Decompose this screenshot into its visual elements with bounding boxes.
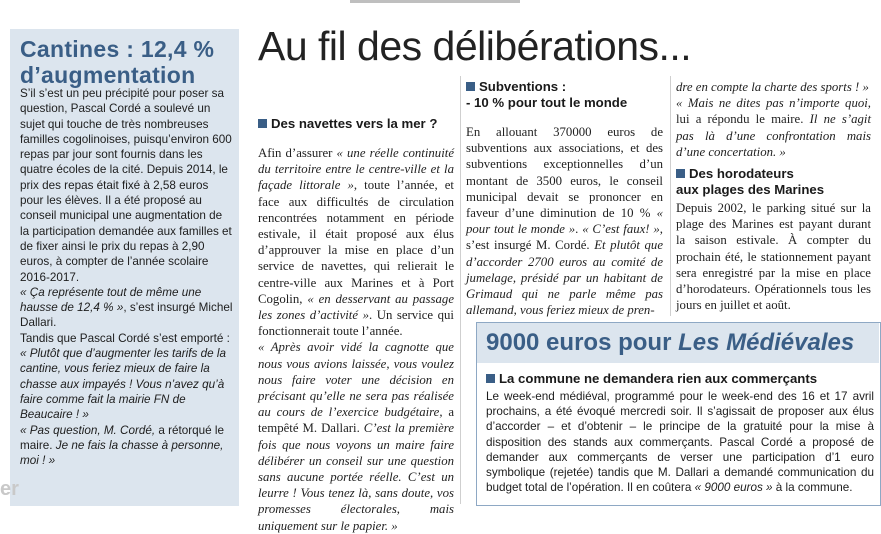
article-heading bbox=[466, 79, 663, 95]
top-rule bbox=[350, 0, 520, 3]
page-title: Au fil des délibérations... bbox=[258, 23, 692, 69]
quote: C’est la première fois que nous voyons un maire faire délibérer un conseil sur une question sans aucune portée réelle. C’est un leurre ! Vous tenez là, sans doute, vos promesses électorales, mais uniquement sur le papier. » bbox=[258, 421, 454, 533]
column-divider bbox=[460, 76, 461, 504]
square-bullet-icon bbox=[486, 374, 495, 383]
square-bullet-icon bbox=[676, 169, 685, 178]
article-heading: - 10 % pour tout le monde bbox=[466, 95, 628, 110]
quote: Il ne s’agit pas là d’une confrontation mais d’une concertation. » bbox=[676, 112, 871, 159]
text: . Un service qui fonctionnerait toute l’année. bbox=[258, 308, 454, 339]
box-body bbox=[486, 389, 874, 495]
square-bullet-icon bbox=[258, 119, 267, 128]
quote: « Pas question, M. Cordé, bbox=[20, 423, 156, 437]
article-subventions bbox=[466, 79, 663, 318]
quote: « Mais ne dites pas n’importe quoi, bbox=[676, 96, 871, 111]
quote: dre en compte la charte des sports ! » bbox=[676, 80, 869, 94]
sidebar-body bbox=[20, 86, 233, 468]
article-horodateurs bbox=[676, 79, 871, 313]
sidebar-paragraph bbox=[20, 285, 233, 331]
heading-text: La commune ne demandera rien aux commerçants bbox=[499, 371, 818, 386]
article-navettes bbox=[258, 116, 454, 534]
quote: « C’est faux! » bbox=[582, 222, 660, 237]
article-paragraph bbox=[258, 339, 454, 533]
box-title bbox=[486, 324, 854, 362]
quote: « 9000 euros » bbox=[694, 481, 773, 495]
quote: « une réelle continuité du territoire entre le centre-ville et la façade littorale » bbox=[258, 146, 454, 193]
sidebar-title: Cantines : 12,4 % d’augmentation bbox=[20, 36, 215, 88]
text: En allouant 370000 euros de subventions aux associations, et des subventions exceptionnelles d’un montant de 3500 euros, le conseil municipal devait se prononcer en faveur d’une diminution de 10 % bbox=[466, 125, 663, 221]
box-paragraph bbox=[486, 389, 874, 495]
text: lui a répondu le maire. bbox=[676, 112, 810, 127]
quote: Je ne fais la chasse à personne, moi ! » bbox=[20, 438, 224, 468]
sidebar-paragraph bbox=[20, 331, 233, 423]
quote: Et plutôt que d’accorder 2700 euros au comité de jumelage, présidé par un habitant de Grimaud qui ne parle même pas allemand, vous feriez mieux de pren- bbox=[466, 238, 664, 318]
quote: « Après avoir vidé la cagnotte que nous vous avions laissée, vous voulez nous faire voter une décision en précisant qu’elle ne sera pas réalisée au cours de l’exercice budgétaire, bbox=[258, 340, 454, 420]
sidebar-paragraph bbox=[20, 423, 233, 469]
quote: « Plutôt que d’augmenter les tarifs de la cantine, vous feriez mieux de faire la chasse aux impayés ! Vous n’avez qu’à faire comme fait la mairie FN de Beaucaire ! » bbox=[20, 347, 226, 422]
text: Afin d’assurer bbox=[258, 146, 337, 160]
quote: « en desservant au passage les zones d’activité » bbox=[258, 291, 454, 323]
text: , toute l’année, et face aux difficultés de circulation rencontrées notamment en période estivale, il était proposé aux élus d’approuver la mise en place d’un service de navettes, qui relierait le centre-ville aux Marines et à Port Cogolin, bbox=[258, 178, 454, 306]
text: , s’est insurgé M. Cordé. bbox=[466, 222, 663, 253]
article-paragraph bbox=[466, 124, 663, 318]
article-heading bbox=[676, 166, 871, 182]
heading-text: Subventions : bbox=[479, 79, 567, 94]
article-heading bbox=[258, 116, 454, 132]
quote: « pour tout le monde » bbox=[466, 206, 663, 237]
heading-text: Des navettes vers la mer ? bbox=[271, 116, 438, 131]
text: a tempêté M. Dallari. bbox=[258, 405, 455, 436]
square-bullet-icon bbox=[466, 82, 475, 91]
text: . bbox=[575, 222, 583, 237]
box-heading bbox=[486, 371, 876, 387]
article-paragraph: Depuis 2002, le parking situé sur la plage des Marines est payant durant la saison estivale. À compter du prochain été, le stationnement payant sera enregistré par la mise en place d’horodateurs. Opérationnels tous les jours en juillet et août. bbox=[676, 201, 871, 313]
text: à la commune. bbox=[772, 481, 853, 495]
text: a rétorqué le maire. bbox=[20, 423, 225, 452]
article-paragraph bbox=[676, 79, 871, 95]
text: Tandis que Pascal Cordé s’est emporté : bbox=[20, 331, 230, 345]
article-paragraph bbox=[258, 145, 454, 339]
title-text: 9000 euros pour bbox=[486, 329, 679, 356]
sidebar-paragraph: S’il s’est un peu précipité pour poser sa question, Pascal Cordé a soulevé un sujet qui touche de très nombreuses familles cogolinoises, puisqu’environ 600 repas par jour sont fournis dans les quatre écoles de la cité. Depuis 2014, le prix des repas était fixé à 2,58 euros pour les élèves. Il a été proposé au conseil municipal une augmentation de la participation demandée aux familles et de fixer ainsi le prix du repas à 2,90 euros, à compter de l’année scolaire 2016-2017. bbox=[20, 87, 232, 284]
text: , s’est insurgé Michel Dallari. bbox=[20, 301, 233, 330]
column-divider bbox=[670, 76, 671, 316]
edge-logo-fragment: er bbox=[0, 478, 19, 500]
title-emphasis: Les Médiévales bbox=[678, 329, 855, 356]
text: Le week-end médiéval, programmé pour le week-end des 16 et 17 avril prochains, a été évoqué mercredi soir. Il s’agissait de proposer aux élus d’accorder – et d’obtenir – le principe de la gratuité pour la mise à disposition des stands aux commerçants. Pascal Cordé a proposé de demander aux commerçants de verser une participation d’1 euro symbolique (rejetée) tandis que M. Dallari a demandé communication du budget total de l’opération. Il en coûtera bbox=[486, 390, 874, 495]
article-paragraph bbox=[676, 95, 871, 160]
article-heading: aux plages des Marines bbox=[676, 182, 825, 198]
quote: « Ça représente tout de même une hausse de 12,4 % » bbox=[20, 285, 202, 315]
heading-text: Des horodateurs bbox=[689, 166, 794, 182]
